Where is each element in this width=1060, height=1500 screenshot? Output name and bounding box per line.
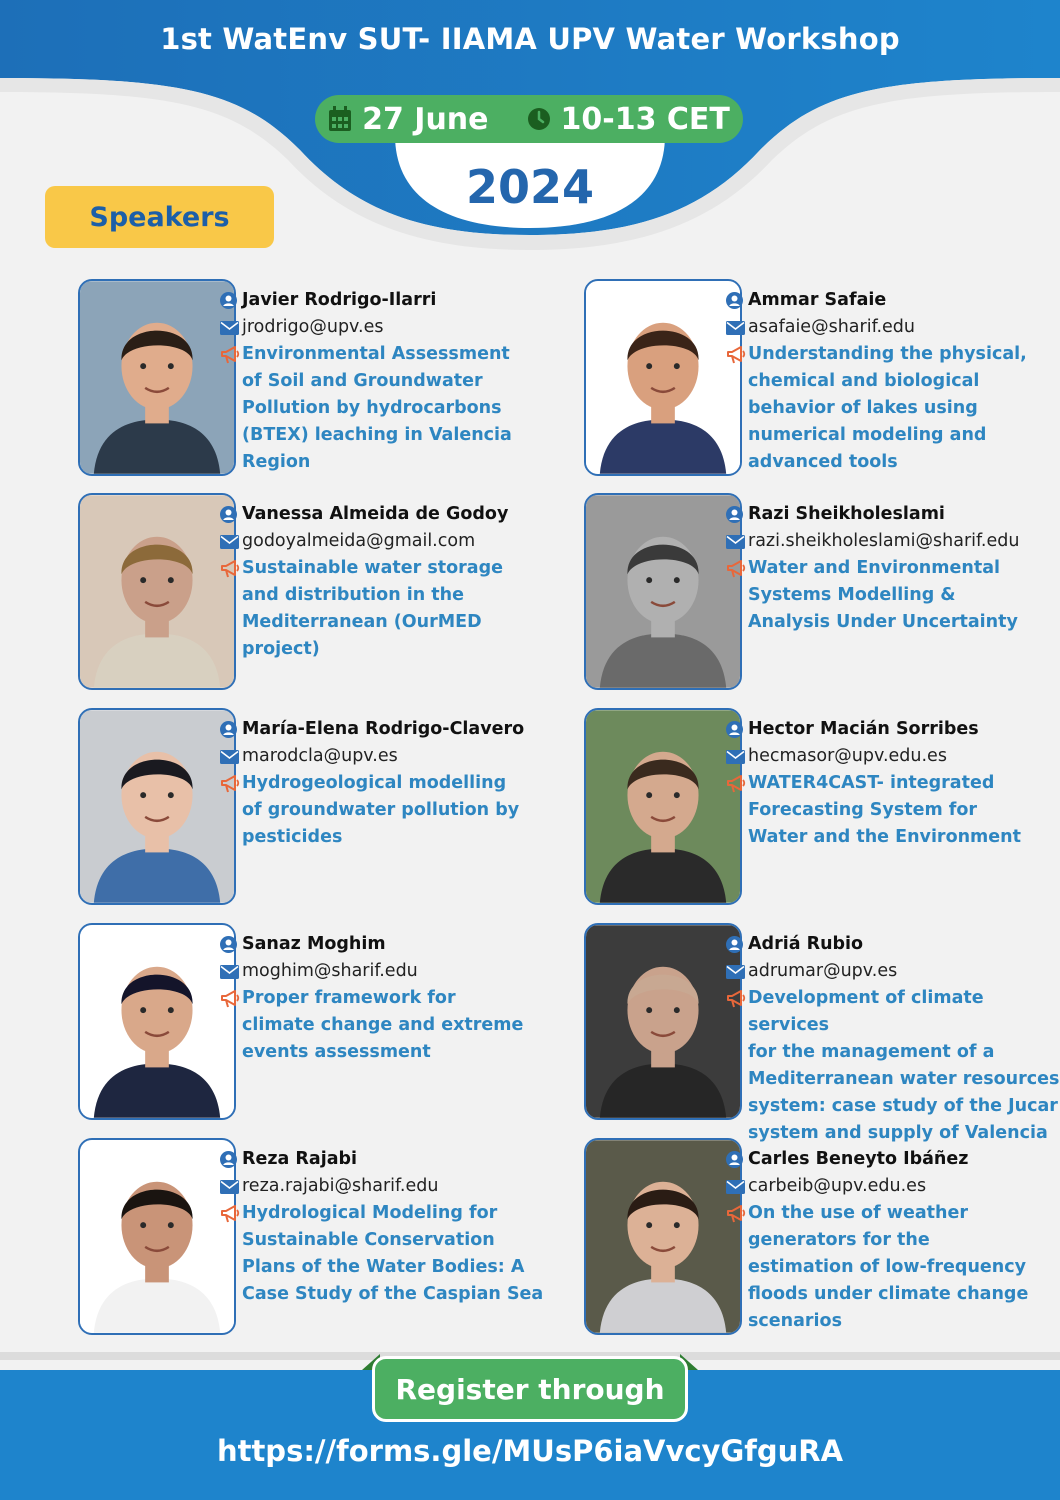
speaker-talk-row (220, 555, 560, 663)
speaker-name: Javier Rodrigo-Ilarri (242, 290, 437, 310)
talk-title-line: numerical modeling and (748, 425, 987, 445)
megaphone-icon-wrap (726, 770, 748, 797)
portrait-illustration (80, 1140, 234, 1333)
envelope-icon-wrap (726, 958, 748, 985)
speaker-talk-row (726, 555, 1060, 636)
speaker-photo (584, 279, 742, 476)
person-icon (726, 506, 743, 523)
megaphone-icon-wrap (220, 1200, 242, 1227)
envelope-icon-wrap (220, 314, 242, 341)
person-icon (220, 292, 237, 309)
megaphone-icon (220, 990, 240, 1008)
speaker-talk-row (726, 985, 1060, 1147)
speaker-card (584, 1138, 1054, 1338)
person-icon-wrap (220, 1146, 242, 1173)
envelope-icon (220, 965, 239, 979)
talk-title-line: climate change and extreme (242, 1015, 524, 1035)
speaker-email-row (726, 743, 1060, 770)
speaker-name-row (726, 287, 1060, 314)
person-icon-wrap (220, 716, 242, 743)
person-icon-wrap (726, 931, 748, 958)
talk-title-line: Region (242, 452, 311, 472)
talk-title-line: scenarios (748, 1311, 842, 1331)
speaker-info (220, 287, 560, 476)
portrait-illustration (80, 495, 234, 688)
speaker-email-row (726, 528, 1060, 555)
talk-title (242, 341, 512, 476)
speaker-photo (584, 493, 742, 690)
megaphone-icon-wrap (726, 985, 748, 1012)
envelope-icon (726, 1180, 745, 1194)
portrait-illustration (586, 1140, 740, 1333)
speaker-name: Ammar Safaie (748, 290, 887, 310)
speaker-email-row (220, 743, 560, 770)
calendar-icon (328, 106, 352, 132)
speaker-name: Razi Sheikholeslami (748, 504, 945, 524)
talk-title (748, 555, 1018, 636)
speaker-card (78, 279, 548, 479)
talk-title-line: events assessment (242, 1042, 431, 1062)
envelope-icon (726, 321, 745, 335)
person-icon-wrap (220, 287, 242, 314)
talk-title (748, 1200, 1028, 1335)
talk-title-line: Pollution by hydrocarbons (242, 398, 502, 418)
speaker-talk-row (220, 985, 560, 1066)
envelope-icon-wrap (726, 743, 748, 770)
megaphone-icon (726, 990, 746, 1008)
talk-title-line: WATER4CAST- integrated (748, 773, 995, 793)
person-icon-wrap (726, 1146, 748, 1173)
talk-title-line: generators for the (748, 1230, 930, 1250)
portrait-illustration (80, 710, 234, 903)
speaker-info (220, 716, 560, 851)
megaphone-icon (726, 346, 746, 364)
person-icon-wrap (726, 287, 748, 314)
envelope-icon (220, 750, 239, 764)
megaphone-icon (220, 1205, 240, 1223)
portrait-illustration (80, 925, 234, 1118)
talk-title-line: Water and Environmental (748, 558, 1000, 578)
speaker-photo (78, 279, 236, 476)
talk-title (242, 985, 523, 1066)
talk-title-line: of groundwater pollution by (242, 800, 520, 820)
talk-title-line: system: case study of the Jucar (748, 1096, 1058, 1116)
talk-title-line: Water and the Environment (748, 827, 1021, 847)
speaker-card (78, 1138, 548, 1338)
envelope-icon-wrap (220, 958, 242, 985)
person-icon (220, 721, 237, 738)
person-icon (220, 936, 237, 953)
talk-title-line: Hydrogeological modelling (242, 773, 507, 793)
speaker-talk-row (726, 1200, 1060, 1335)
talk-title-line: floods under climate change (748, 1284, 1029, 1304)
person-icon-wrap (220, 931, 242, 958)
speaker-name-row (220, 501, 560, 528)
person-icon (726, 292, 743, 309)
person-icon-wrap (726, 716, 748, 743)
portrait-illustration (586, 495, 740, 688)
talk-title-line: Forecasting System for (748, 800, 978, 820)
speaker-email[interactable]: carbeib@upv.edu.es (748, 1176, 927, 1196)
speaker-card (584, 923, 1060, 1143)
portrait-illustration (586, 925, 740, 1118)
speaker-photo (78, 708, 236, 905)
talk-title-line: (BTEX) leaching in Valencia (242, 425, 512, 445)
speakers-heading: Speakers (45, 186, 274, 248)
speaker-talk-row (220, 341, 560, 476)
speaker-email-row (220, 528, 560, 555)
speaker-photo (78, 923, 236, 1120)
envelope-icon (220, 321, 239, 335)
talk-title-line: Development of climate services (748, 988, 984, 1035)
megaphone-icon-wrap (220, 555, 242, 582)
envelope-icon-wrap (726, 314, 748, 341)
date-time-pill (315, 95, 743, 143)
talk-title-line: Environmental Assessment (242, 344, 510, 364)
speaker-photo (78, 1138, 236, 1335)
speaker-email[interactable]: jrodrigo@upv.es (242, 317, 384, 337)
speaker-email[interactable]: hecmasor@upv.edu.es (748, 746, 947, 766)
speaker-card (78, 923, 548, 1123)
envelope-icon-wrap (726, 528, 748, 555)
speaker-name-row (726, 501, 1060, 528)
event-date: 27 June (362, 101, 489, 137)
talk-title-line: advanced tools (748, 452, 898, 472)
speaker-name-row (726, 931, 1060, 958)
speaker-card (78, 708, 548, 908)
speaker-name-row (220, 1146, 560, 1173)
megaphone-icon-wrap (220, 985, 242, 1012)
megaphone-icon (220, 346, 240, 364)
speaker-name-row (726, 1146, 1060, 1173)
megaphone-icon-wrap (726, 1200, 748, 1227)
talk-title (748, 770, 1021, 851)
person-icon-wrap (726, 501, 748, 528)
speaker-photo (78, 493, 236, 690)
speaker-email-row (220, 958, 560, 985)
speaker-email[interactable]: marodcla@upv.es (242, 746, 398, 766)
speaker-talk-row (220, 770, 560, 851)
talk-title-line: Hydrological Modeling for (242, 1203, 498, 1223)
talk-title-line: Plans of the Water Bodies: A (242, 1257, 525, 1277)
talk-title-line: Mediterranean water resources (748, 1069, 1060, 1089)
talk-title-line: On the use of weather (748, 1203, 968, 1223)
speaker-name: Adriá Rubio (748, 934, 864, 954)
megaphone-icon-wrap (220, 770, 242, 797)
envelope-icon (220, 535, 239, 549)
envelope-icon-wrap (220, 528, 242, 555)
speaker-info (726, 287, 1060, 476)
talk-title-line: of Soil and Groundwater (242, 371, 483, 391)
speaker-info (726, 931, 1060, 1147)
talk-title-line: estimation of low-frequency (748, 1257, 1027, 1277)
megaphone-icon-wrap (726, 341, 748, 368)
person-icon (726, 936, 743, 953)
speaker-email[interactable]: razi.sheikholeslami@sharif.edu (748, 531, 1020, 551)
envelope-icon-wrap (220, 743, 242, 770)
talk-title-line: Mediterranean (OurMED (242, 612, 482, 632)
talk-title-line: behavior of lakes using (748, 398, 978, 418)
talk-title-line: Proper framework for (242, 988, 456, 1008)
speaker-info (726, 501, 1060, 636)
speaker-name: Hector Macián Sorribes (748, 719, 979, 739)
speaker-email-row (726, 1173, 1060, 1200)
speaker-name: Reza Rajabi (242, 1149, 358, 1169)
envelope-icon (726, 750, 745, 764)
workshop-title: 1st WatEnv SUT- IIAMA UPV Water Workshop (160, 22, 900, 56)
speaker-card (584, 279, 1054, 479)
talk-title-line: Sustainable Conservation (242, 1230, 495, 1250)
megaphone-icon (726, 775, 746, 793)
envelope-icon-wrap (726, 1173, 748, 1200)
talk-title-line: Understanding the physical, (748, 344, 1027, 364)
speaker-email-row (220, 314, 560, 341)
talk-title (748, 985, 1060, 1147)
speaker-talk-row (726, 770, 1060, 851)
megaphone-icon (726, 560, 746, 578)
talk-title-line: Case Study of the Caspian Sea (242, 1284, 544, 1304)
talk-title-line: Sustainable water storage (242, 558, 503, 578)
speaker-talk-row (726, 341, 1060, 476)
speaker-photo (584, 923, 742, 1120)
speaker-email[interactable]: godoyalmeida@gmail.com (242, 531, 476, 551)
register-button[interactable]: Register through (372, 1356, 688, 1422)
talk-title-line: pesticides (242, 827, 343, 847)
speaker-info (220, 501, 560, 663)
person-icon (726, 1151, 743, 1168)
speaker-name-row (220, 287, 560, 314)
envelope-icon (726, 965, 745, 979)
speaker-email-row (220, 1173, 560, 1200)
envelope-icon-wrap (220, 1173, 242, 1200)
person-icon-wrap (220, 501, 242, 528)
speaker-info (726, 1146, 1060, 1335)
talk-title-line: and distribution in the (242, 585, 464, 605)
registration-link[interactable]: https://forms.gle/MUsP6iaVvcyGfguRA (216, 1434, 844, 1468)
megaphone-icon-wrap (220, 341, 242, 368)
talk-title-line: Analysis Under Uncertainty (748, 612, 1018, 632)
speaker-info (220, 1146, 560, 1308)
portrait-illustration (586, 281, 740, 474)
talk-title (242, 555, 503, 663)
portrait-illustration (80, 281, 234, 474)
speaker-info (220, 931, 560, 1066)
speaker-email[interactable]: reza.rajabi@sharif.edu (242, 1176, 439, 1196)
person-icon (220, 1151, 237, 1168)
speaker-name-row (220, 716, 560, 743)
speaker-email-row (726, 958, 1060, 985)
megaphone-icon-wrap (726, 555, 748, 582)
speaker-email[interactable]: adrumar@upv.es (748, 961, 898, 981)
talk-title-line: system and supply of Valencia (748, 1123, 1048, 1143)
speaker-card (78, 493, 548, 693)
person-icon (726, 721, 743, 738)
speaker-name: Vanessa Almeida de Godoy (242, 504, 509, 524)
event-time: 10-13 CET (560, 101, 730, 137)
speaker-name: Sanaz Moghim (242, 934, 386, 954)
speaker-name-row (726, 716, 1060, 743)
talk-title-line: for the management of a (748, 1042, 995, 1062)
speaker-email-row (726, 314, 1060, 341)
speaker-email[interactable]: moghim@sharif.edu (242, 961, 418, 981)
speaker-name: María-Elena Rodrigo-Clavero (242, 719, 525, 739)
speaker-card (584, 493, 1054, 693)
talk-title (242, 770, 519, 851)
speaker-name: Carles Beneyto Ibáñez (748, 1149, 969, 1169)
speaker-photo (584, 1138, 742, 1335)
megaphone-icon (220, 775, 240, 793)
talk-title (242, 1200, 543, 1308)
clock-icon (527, 107, 551, 131)
megaphone-icon (220, 560, 240, 578)
speaker-name-row (220, 931, 560, 958)
megaphone-icon (726, 1205, 746, 1223)
envelope-icon (726, 535, 745, 549)
speaker-card (584, 708, 1054, 908)
speaker-info (726, 716, 1060, 851)
talk-title-line: chemical and biological (748, 371, 980, 391)
speaker-talk-row (220, 1200, 560, 1308)
event-year: 2024 (465, 160, 595, 214)
talk-title (748, 341, 1027, 476)
speaker-email[interactable]: asafaie@sharif.edu (748, 317, 915, 337)
portrait-illustration (586, 710, 740, 903)
talk-title-line: Systems Modelling & (748, 585, 956, 605)
envelope-icon (220, 1180, 239, 1194)
speaker-photo (584, 708, 742, 905)
person-icon (220, 506, 237, 523)
talk-title-line: project) (242, 639, 320, 659)
